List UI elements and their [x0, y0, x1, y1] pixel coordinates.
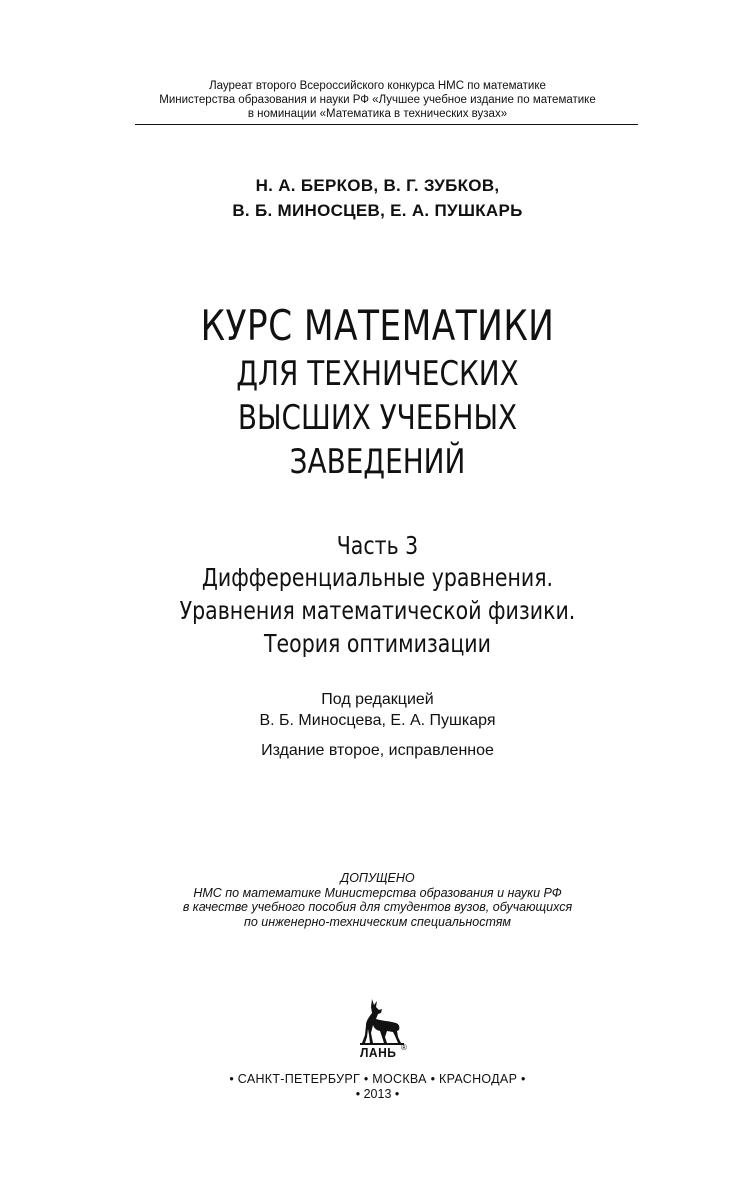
award-notice — [0, 79, 755, 121]
book-title-sub-line: ВЫСШИХ УЧЕБНЫХ — [237, 398, 518, 438]
publication-year: • 2013 • — [355, 1087, 400, 1101]
book-title — [68, 300, 687, 484]
book-title-sub-line: ЗАВЕДЕНИЙ — [289, 442, 466, 482]
editors — [0, 689, 755, 731]
book-title-main: КУРС МАТЕМАТИКИ — [200, 301, 555, 350]
approval-line: по инженерно-техническим специальностям — [244, 914, 511, 929]
authors — [0, 173, 755, 223]
approval-line: в качестве учебного пособия для студентов вузов, обучающихся — [182, 900, 573, 914]
approval-line: ДОПУЩЕНО — [340, 871, 415, 885]
registered-mark: ® — [401, 1043, 407, 1052]
divider-rule — [135, 124, 638, 125]
authors-line: В. Б. МИНОСЦЕВ, Е. А. ПУШКАРЬ — [232, 201, 523, 220]
editors-label: Под редакцией — [321, 691, 434, 708]
book-title-sub-line: ДЛЯ ТЕХНИЧЕСКИХ — [236, 354, 519, 394]
edition-note: Издание второе, исправленное — [261, 742, 494, 759]
award-line: Лауреат второго Всероссийского конкурса НМС по математике — [209, 80, 546, 92]
part-topic: Уравнения математической физики. — [179, 596, 576, 625]
approval-notice — [0, 871, 755, 929]
authors-line: Н. А. БЕРКОВ, В. Г. ЗУБКОВ, — [255, 176, 500, 195]
approval-line: НМС по математике Министерства образования и науки РФ — [193, 885, 562, 900]
publisher-name: ЛАНЬ — [360, 1045, 397, 1061]
publisher-cities: • САНКТ-ПЕТЕРБУРГ • МОСКВА • КРАСНОДАР • — [229, 1072, 526, 1086]
part-topic: Теория оптимизации — [264, 629, 491, 658]
part-number: Часть 3 — [336, 531, 419, 560]
editors-names: В. Б. Миносцева, Е. А. Пушкаря — [259, 712, 496, 729]
part-topic: Дифференциальные уравнения. — [201, 563, 554, 592]
part-info — [68, 530, 687, 660]
award-line: в номинации «Математика в технических вузах» — [247, 108, 508, 120]
award-line: Министерства образования и науки РФ «Лучшее учебное издание по математике — [159, 94, 596, 106]
